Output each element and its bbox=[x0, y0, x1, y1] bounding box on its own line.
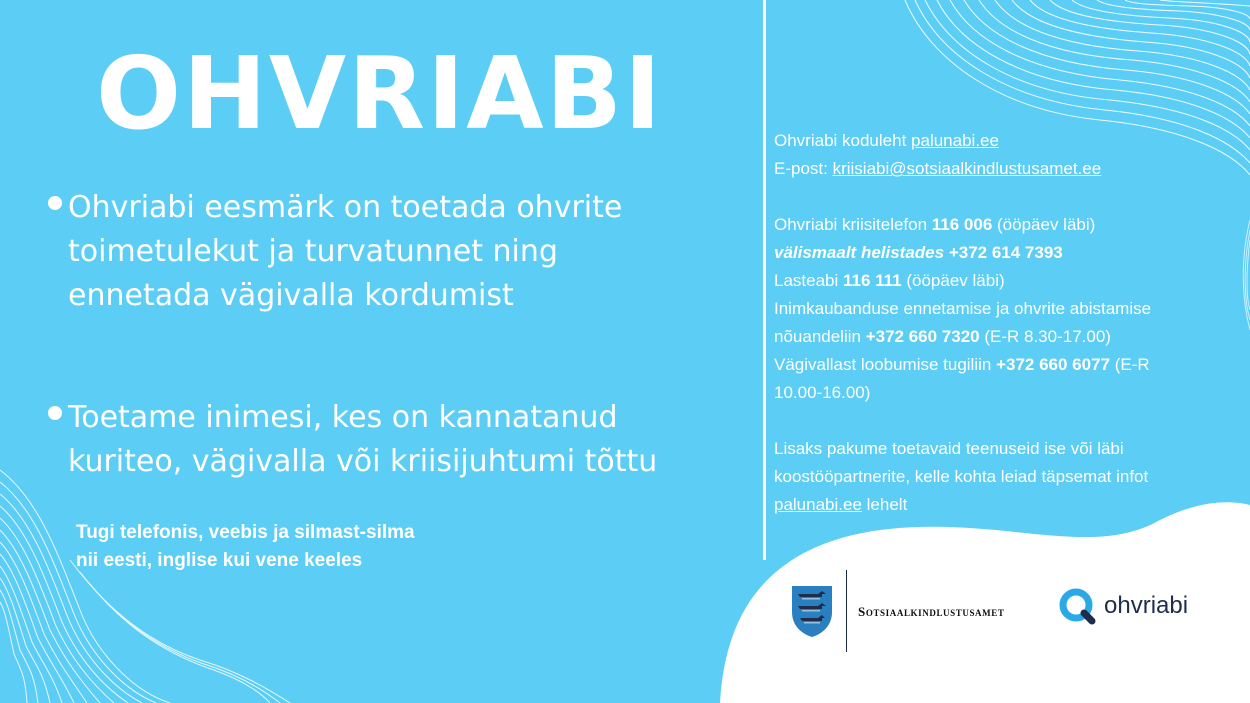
spacer bbox=[774, 407, 1234, 435]
homepage-link[interactable]: palunabi.ee bbox=[911, 131, 999, 150]
abroad-line bbox=[774, 239, 1234, 267]
estonian-coat-of-arms-icon bbox=[790, 584, 834, 638]
sotsiaalkindlustusamet-text: Sotsiaalkindlustusamet bbox=[858, 604, 1005, 619]
violence-line-2: 10.00-16.00) bbox=[774, 383, 871, 402]
right-edge-wave-lines bbox=[1243, 220, 1250, 330]
hotline-note: (ööpäev läbi) bbox=[992, 215, 1096, 234]
trafficking-number: +372 660 7320 bbox=[865, 327, 980, 346]
extra-line-3 bbox=[774, 491, 1234, 519]
hotline-label: Ohvriabi kriisitelefon bbox=[774, 215, 932, 234]
support-info bbox=[76, 519, 415, 575]
violence-note: (E-R bbox=[1109, 355, 1150, 374]
extra-line: koostööpartnerite, kelle kohta leiad täpsemat infot bbox=[774, 467, 1149, 486]
abroad-number: +372 614 7393 bbox=[944, 243, 1063, 262]
trafficking-note: (E-R 8.30-17.00) bbox=[979, 327, 1111, 346]
page-title: OHVRIABI bbox=[96, 35, 664, 152]
vertical-divider bbox=[763, 0, 766, 560]
support-line: nii eesti, inglise kui vene keeles bbox=[76, 550, 363, 571]
bullet-text: Ohvriabi eesmärk on toetada ohvrite toimetulekut ja turvatunnet ning ennetada vägivalla kordumist bbox=[68, 190, 623, 313]
bullet-text: Toetame inimesi, kes on kannatanud kuriteo, vägivalla või kriisijuhtumi tõttu bbox=[68, 400, 658, 479]
violence-line bbox=[774, 351, 1234, 379]
hotline-number: 116 006 bbox=[931, 215, 993, 234]
extra-line: Lisaks pakume toetavaid teenuseid ise või läbi bbox=[774, 439, 1124, 458]
violence-label: Vägivallast loobumise tugiliin bbox=[774, 355, 997, 374]
abroad-label: välismaalt helistades bbox=[774, 243, 945, 262]
trafficking-line-2 bbox=[774, 323, 1234, 351]
ohvriabi-ring-icon bbox=[1058, 587, 1096, 625]
homepage-label: Ohvriabi koduleht bbox=[774, 131, 912, 150]
trafficking-label: nõuandeliin bbox=[774, 327, 866, 346]
bullet-item bbox=[48, 396, 708, 484]
support-line: Tugi telefonis, veebis ja silmast-silma bbox=[76, 522, 415, 543]
violence-number: +372 660 6077 bbox=[996, 355, 1110, 374]
spacer bbox=[774, 183, 1234, 211]
contact-info bbox=[774, 127, 1234, 519]
email-link[interactable]: kriisiabi@sotsiaalkindlustusamet.ee bbox=[832, 159, 1102, 178]
child-number: 116 111 bbox=[843, 271, 902, 290]
extra-end: lehelt bbox=[861, 495, 908, 514]
bullet-item bbox=[48, 186, 708, 318]
ohvriabi-text: ohvriabi bbox=[1104, 592, 1189, 619]
email-label: E-post: bbox=[774, 159, 833, 178]
child-note: (ööpäev läbi) bbox=[901, 271, 1005, 290]
child-helpline-line bbox=[774, 267, 1234, 295]
bullet-dot-icon bbox=[48, 196, 62, 210]
hotline-line bbox=[774, 211, 1234, 239]
bullet-dot-icon bbox=[48, 406, 62, 420]
homepage-line bbox=[774, 127, 1234, 155]
bottom-left-wave-lines bbox=[0, 470, 290, 703]
logo-divider bbox=[846, 570, 847, 652]
trafficking-line: Inimkaubanduse ennetamise ja ohvrite abistamise bbox=[774, 299, 1152, 318]
extra-link[interactable]: palunabi.ee bbox=[774, 495, 862, 514]
child-label: Lasteabi bbox=[774, 271, 843, 290]
email-line bbox=[774, 155, 1234, 183]
